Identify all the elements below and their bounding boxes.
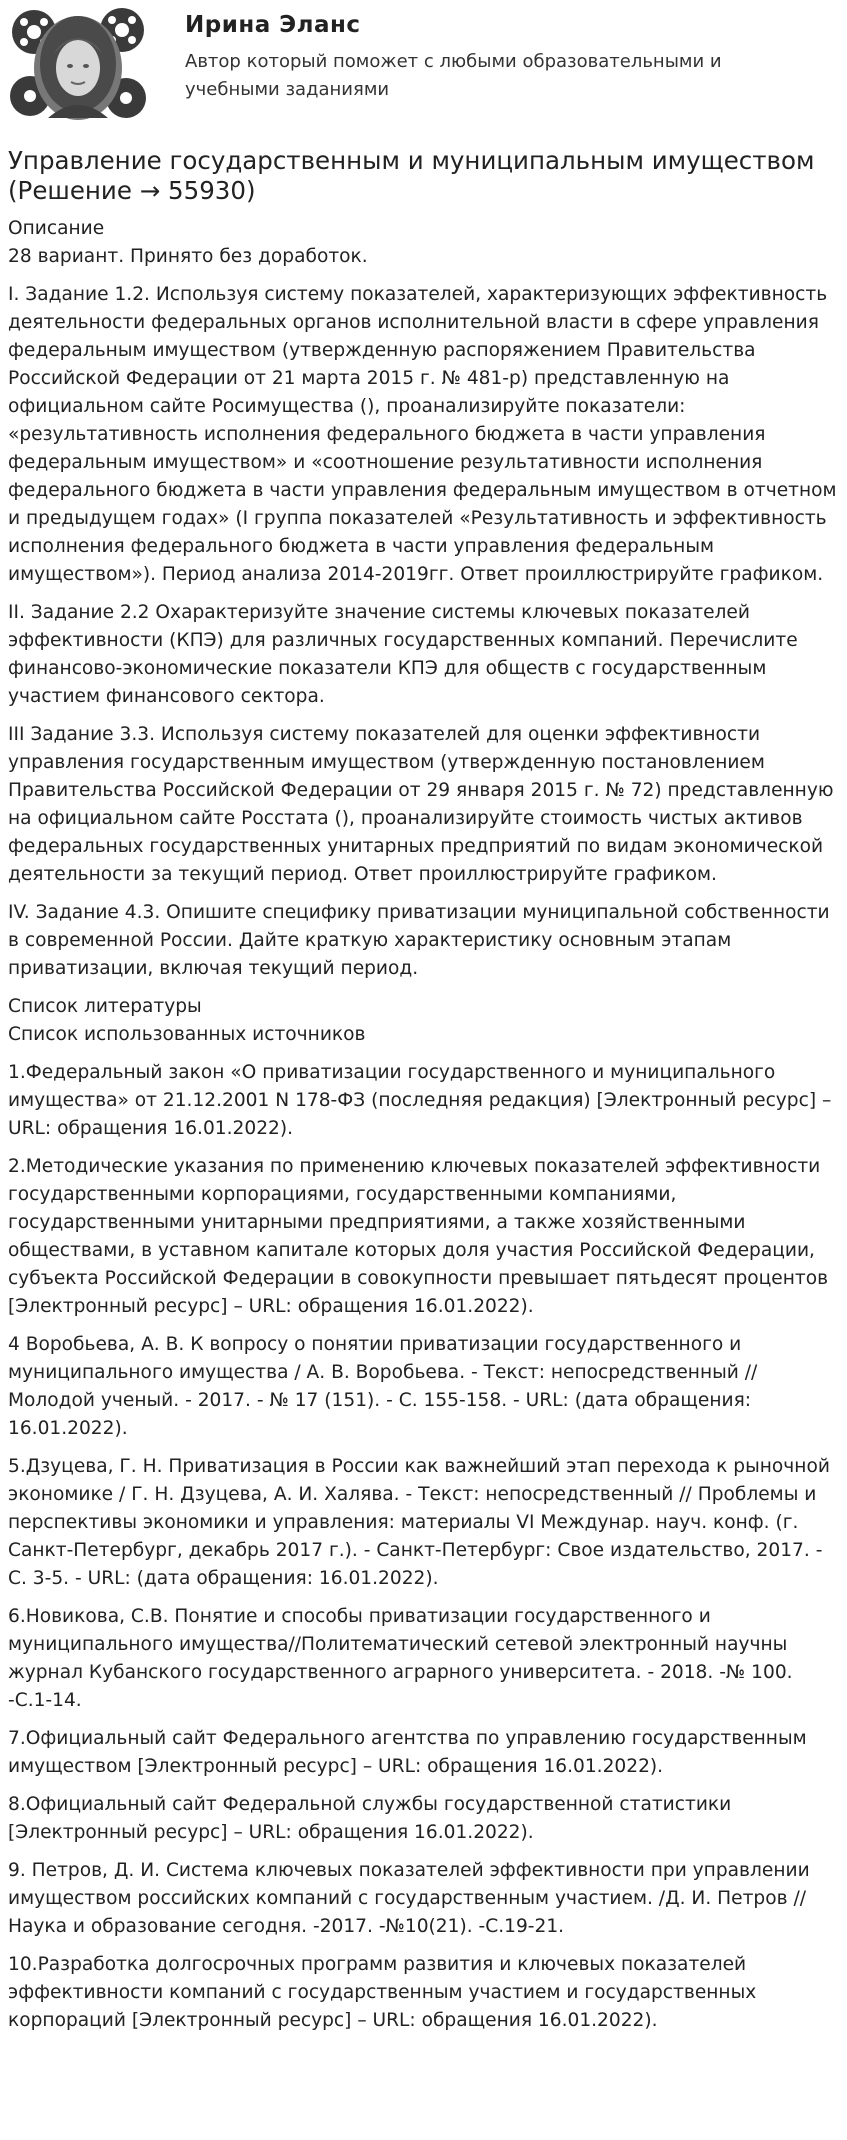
task-paragraph: III Задание 3.3. Используя систему показателей для оценки эффективности управления государственным имуществом (утвержденную постановлением Правительства Российской Федерации от 29 января 2015 г. № 72) представленную на официальном сайте Росстата (), проанализируйте стоимость чистых активов федеральных государственных унитарных предприятий по видам экономической деятельности за текущий период. Ответ проиллюстрируйте графиком. <box>8 724 834 885</box>
reference-item: 5.Дзуцева, Г. Н. Приватизация в России как важнейший этап перехода к рыночной экономике / Г. Н. Дзуцева, А. И. Халява. - Текст: непосредственный // Проблемы и перспективы экономики и управления: материалы VI Междунар. науч. конф. (г. Санкт-Петербург, декабрь 2017 г.). - Санкт-Петербург: Свое издательство, 2017. - С. 3-5. - URL: (дата обращения: 16.01.2022). <box>8 1456 830 1589</box>
author-description: Автор который поможет с любыми образовательными и учебными заданиями <box>185 51 722 100</box>
page-title: Управление государственным и муниципальным имуществом (Решение → 55930) <box>8 146 815 205</box>
literature-label: Список литературы <box>8 996 202 1017</box>
task-paragraph: II. Задание 2.2 Охарактеризуйте значение системы ключевых показателей эффективности (КПЭ) для различных государственных компаний. Перечислите финансово-экономические показатели КПЭ для обществ с государственным участием финансового сектора. <box>8 602 798 707</box>
reference-item: 4 Воробьева, А. В. К вопросу о понятии приватизации государственного и муниципального имущества / А. В. Воробьева. - Текст: непосредственный // Молодой ученый. - 2017. - № 17 (151). - С. 155-158. - URL: (дата обращения: 16.01.2022). <box>8 1334 758 1439</box>
reference-item: 6.Новикова, С.В. Понятие и способы приватизации государственного и муниципального имущества//Политематический сетевой электронный научны журнал Кубанского государственного аграрного университета. - 2018. -№ 100. -С.1-14. <box>8 1606 793 1711</box>
variant-text: 28 вариант. Принято без доработок. <box>8 246 368 267</box>
description-label: Описание <box>8 218 105 239</box>
author-name[interactable]: Ирина Эланс <box>185 12 361 38</box>
author-card <box>0 0 847 128</box>
task-paragraph: I. Задание 1.2. Используя систему показателей, характеризующих эффективность деятельности федеральных органов исполнительной власти в сфере управления федеральным имуществом (утвержденную распоряжением Правительства Российской Федерации от 21 марта 2015 г. № 481-р) представленную на официальном сайте Росимущества (), проанализируйте показатели: «результативность исполнения федерального бюджета в части управления федеральным имуществом» и «соотношение результативности исполнения федерального бюджета в части управления федеральным имуществом в отчетном и предыдущем годах» (I группа показателей «Результативность и эффективность исполнения федерального бюджета в части управления федеральным имуществом»). Период анализа 2014-2019гг. Ответ проиллюстрируйте графиком. <box>8 284 837 585</box>
reference-item: 1.Федеральный закон «О приватизации государственного и муниципального имущества» от 21.12.2001 N 178-ФЗ (последняя редакция) [Электронный ресурс] – URL: обращения 16.01.2022). <box>8 1062 832 1139</box>
reference-item: 9. Петров, Д. И. Система ключевых показателей эффективности при управлении имуществом российских компаний с государственным участием. /Д. И. Петров //Наука и образование сегодня. -2017. -№10(21). -С.19-21. <box>8 1860 810 1937</box>
sources-label: Список использованных источников <box>8 1024 366 1045</box>
author-photo-icon[interactable] <box>8 6 148 124</box>
document-body <box>8 215 838 2035</box>
reference-item: 10.Разработка долгосрочных программ развития и ключевых показателей эффективности компаний с государственным участием и государственных корпораций [Электронный ресурс] – URL: обращения 16.01.2022). <box>8 1954 757 2031</box>
task-paragraph: IV. Задание 4.3. Опишите специфику приватизации муниципальной собственности в современной России. Дайте краткую характеристику основным этапам приватизации, включая текущий период. <box>8 902 830 979</box>
reference-item: 7.Официальный сайт Федерального агентства по управлению государственным имуществом [Электронный ресурс] – URL: обращения 16.01.2022). <box>8 1728 807 1777</box>
reference-item: 8.Официальный сайт Федеральной службы государственной статистики [Электронный ресурс] – URL: обращения 16.01.2022). <box>8 1794 732 1843</box>
reference-item: 2.Методические указания по применению ключевых показателей эффективности государственными корпорациями, государственными компаниями, государственными унитарными предприятиями, а также хозяйственными обществами, в уставном капитале которых доля участия Российской Федерации, субъекта Российской Федерации в совокупности превышает пятьдесят процентов [Электронный ресурс] – URL: обращения 16.01.2022). <box>8 1156 829 1317</box>
